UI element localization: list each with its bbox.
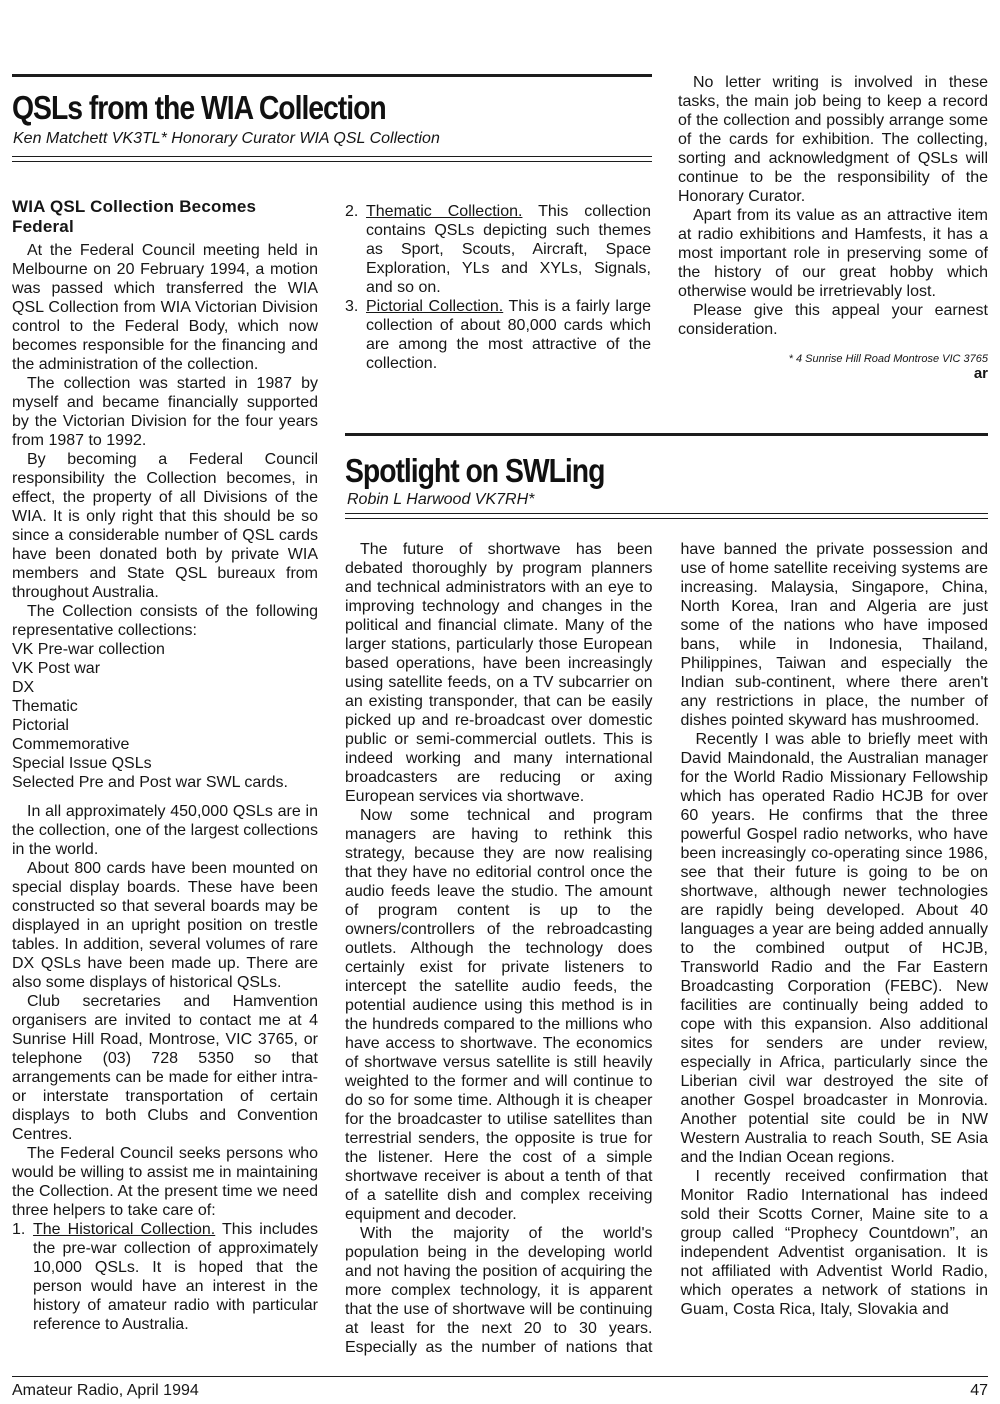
- list-item: [12, 1220, 318, 1334]
- list-item-title: Pictorial Collection.: [366, 298, 504, 315]
- list-item: Pictorial: [12, 717, 69, 734]
- article1-paragraph: By becoming a Federal Council responsibility the Collection becomes, in effect, the property of all Divisions of the WIA. It is only right that this should be so since a considerable number of QSL cards have been donated both by private WIA members and State QSL bureaux from throughout Australia.: [12, 451, 318, 601]
- list-item: VK Post war: [12, 660, 101, 677]
- article1-paragraph: About 800 cards have been mounted on special display boards. These have been constructed so that several boards may be displayed in an upright position on trestle tables. In addition, several volumes of rare DX QSLs have been made up. There are also some displays of historical QSLs.: [12, 860, 318, 991]
- article1-title: QSLs from the WIA Collection: [12, 89, 386, 126]
- collections-list: [12, 640, 318, 792]
- list-item: [345, 297, 651, 373]
- article2-paragraph: Now some technical and program managers are having to rethink this strategy, because they are now realising that they have no editorial control once the audio feeds leave the studio. The amount of program content is up to the owners/controllers of the rebroadcasting outlets. Although the technology does certainly exist for private listeners to intercept the satellite audio feeds, the potential audience using this method is in the hundreds compared to the millions who have access to shortwave. The economics of shortwave versus satellite is still heavily weighted to the former and will continue to do so for some time. Although it is cheaper for the broadcaster to utilise satellites than terrestrial senders, the opposite is true for the listener. Here the cost of a simple shortwave receiver is about a tenth of that of a satellite dish and complex receiving equipment and decoder.: [345, 807, 653, 1223]
- article1-paragraph: At the Federal Council meeting held in Melbourne on 20 February 1994, a motion was passed which transferred the WIA QSL Collection from WIA Victorian Division control to the Federal Body, which now becomes responsible for the financing and the administration of the collection.: [12, 242, 318, 373]
- article1-paragraph: The Collection consists of the following representative collections:: [12, 603, 318, 639]
- helpers-list: [12, 1220, 318, 1334]
- article2-rule-b: [345, 518, 988, 519]
- article2-paragraph: Recently I was able to briefly meet with David Maindonald, the Australian manager for the World Radio Missionary Fellowship which has operated Radio HCJB for over 60 years. He confirms that the three powerful Gospel radio networks, who have been increasingly co-operating since 1986, see that their future is going to be on shortwave, although newer technologies are rapidly being developed. About 40 languages a year are being added annually to the combined output of HCJB, Transworld Radio and the Far Eastern Broadcasting Corporation (FEBC). New facilities are continually being added to cope with this expansion. Also additional sites for senders are under review, especially in Africa, particularly since the Liberian civil war destroyed the site of another Gospel broadcaster in Monrovia. Another potential site could be in NW Western Australia to reach South, SE Asia and the Indian Ocean regions.: [680, 731, 988, 1166]
- list-item: Special Issue QSLs: [12, 755, 152, 772]
- article2-paragraph: I recently received confirmation that Monitor Radio International has indeed sold their Scotts Corner, Maine site to a group called “Prophecy Countdown”, an independent Adventist organisation. It is not affiliated with Adventist World Radio, which operates a network of stations in Guam, Costa Rica, Italy, Slovakia and: [680, 1168, 988, 1318]
- article1-paragraph: Please give this appeal your earnest consideration.: [678, 302, 988, 338]
- list-number: 2.: [345, 203, 359, 220]
- article2-title: Spotlight on SWLing: [345, 452, 605, 489]
- footer-publication: Amateur Radio, April 1994: [12, 1382, 199, 1399]
- article1-paragraph: Club secretaries and Hamvention organisers are invited to contact me at 4 Sunrise Hill Road, Montrose, VIC 3765, or telephone (03) 728 5350 so that arrangements can be made for either intra- or interstate transportation of certain displays to both Clubs and Convention Centres.: [12, 993, 318, 1143]
- list-item-text: This is a fairly large collection of about 80,000 cards which are among the most attractive of the collection.: [366, 298, 651, 372]
- article2-rule-a: [345, 513, 988, 514]
- list-item: DX: [12, 679, 35, 696]
- list-item-title: The Historical Collection.: [33, 1221, 216, 1238]
- article1-rule-b: [12, 161, 652, 162]
- article1-paragraph: The collection was started in 1987 by myself and became financially supported by the Victorian Division for the four years from 1987 to 1992.: [12, 375, 318, 449]
- article2-body: [345, 540, 988, 1357]
- article1-rule-a: [12, 156, 652, 157]
- footer-rule: [12, 1376, 988, 1377]
- list-item-title: Thematic Collection.: [366, 203, 523, 220]
- list-number: 1.: [12, 1221, 26, 1238]
- page-number: 47: [970, 1382, 988, 1399]
- article1-paragraph: The Federal Council seeks persons who would be willing to assist me in maintaining the Collection. At the present time we need three helpers to take care of:: [12, 1145, 318, 1219]
- article1-byline: Ken Matchett VK3TL* Honorary Curator WIA QSL Collection: [13, 130, 440, 147]
- list-item: Commemorative: [12, 736, 130, 753]
- article2-paragraph: With the majority of the world's population being in the developing world and not having the position of acquiring the more complex technology, it is apparent that the use of shortwave will be continuing at least for the next 20 to 30 years. Especially as the number of nations that have banned the private possession and use of home satellite receiving systems are increasing. Malaysia, Singapore, China, North Korea, Iran and Algeria are just some of the nations who have imposed bans, while in Indonesia, Thailand, Philippines, Taiwan and especially the Indian sub-continent, where there aren't any restrictions in place, the number of dishes pointed skyward has mushroomed.: [345, 541, 988, 1356]
- list-item: Thematic: [12, 698, 78, 715]
- article1-column-2: [345, 202, 651, 373]
- article1-subhead: WIA QSL Collection Becomes Federal: [12, 197, 257, 236]
- helpers-list-continued: [345, 202, 651, 373]
- article1-paragraph: No letter writing is involved in these tasks, the main job being to keep a record of the collection and possibly arrange some of the cards for exhibition. The collecting, sorting and acknowledgment of QSLs will continue to be the responsibility of the Honorary Curator.: [678, 74, 988, 205]
- article2-byline: Robin L Harwood VK7RH*: [347, 491, 535, 508]
- end-mark: ar: [973, 365, 988, 382]
- list-item: [345, 202, 651, 297]
- list-number: 3.: [345, 298, 359, 315]
- list-item-text: This includes the pre-war collection of approximately 10,000 QSLs. It is hoped that the person would have an interest in the history of amateur radio with particular reference to Australia.: [33, 1221, 319, 1333]
- article2-top-rule: [345, 433, 988, 436]
- article1-column-1: [12, 197, 318, 1334]
- article1-paragraph: In all approximately 450,000 QSLs are in the collection, one of the largest collections in the world.: [12, 803, 318, 858]
- article1-column-3: [678, 73, 988, 382]
- list-item: VK Pre-war collection: [12, 641, 165, 658]
- article1-top-rule: [12, 74, 652, 77]
- article2-paragraph: The future of shortwave has been debated thoroughly by program planners and technical administrators with an eye to improving technology and changes in the political and financial climate. Many of the larger stations, particularly those European based operations, have been increasingly using satellite feeds, on a TV subcarrier on an existing transponder, that can be easily picked up and re-broadcast over domestic public or semi-commercial outlets. This is indeed working and many international broadcasters are reducing or axing European services via shortwave.: [345, 541, 653, 805]
- article1-paragraph: Apart from its value as an attractive item at radio exhibitions and Hamfests, it has a most important role in preserving some of the history of our great hobby which otherwise would be irretrievably lost.: [678, 207, 988, 300]
- list-item: Selected Pre and Post war SWL cards.: [12, 774, 288, 791]
- author-footnote: * 4 Sunrise Hill Road Montrose VIC 3765: [788, 353, 988, 365]
- list-item-text: This collection contains QSLs depicting such themes as Sport, Scouts, Aircraft, Space Exploration, YLs and XYLs, Signals, and so on.: [366, 203, 651, 296]
